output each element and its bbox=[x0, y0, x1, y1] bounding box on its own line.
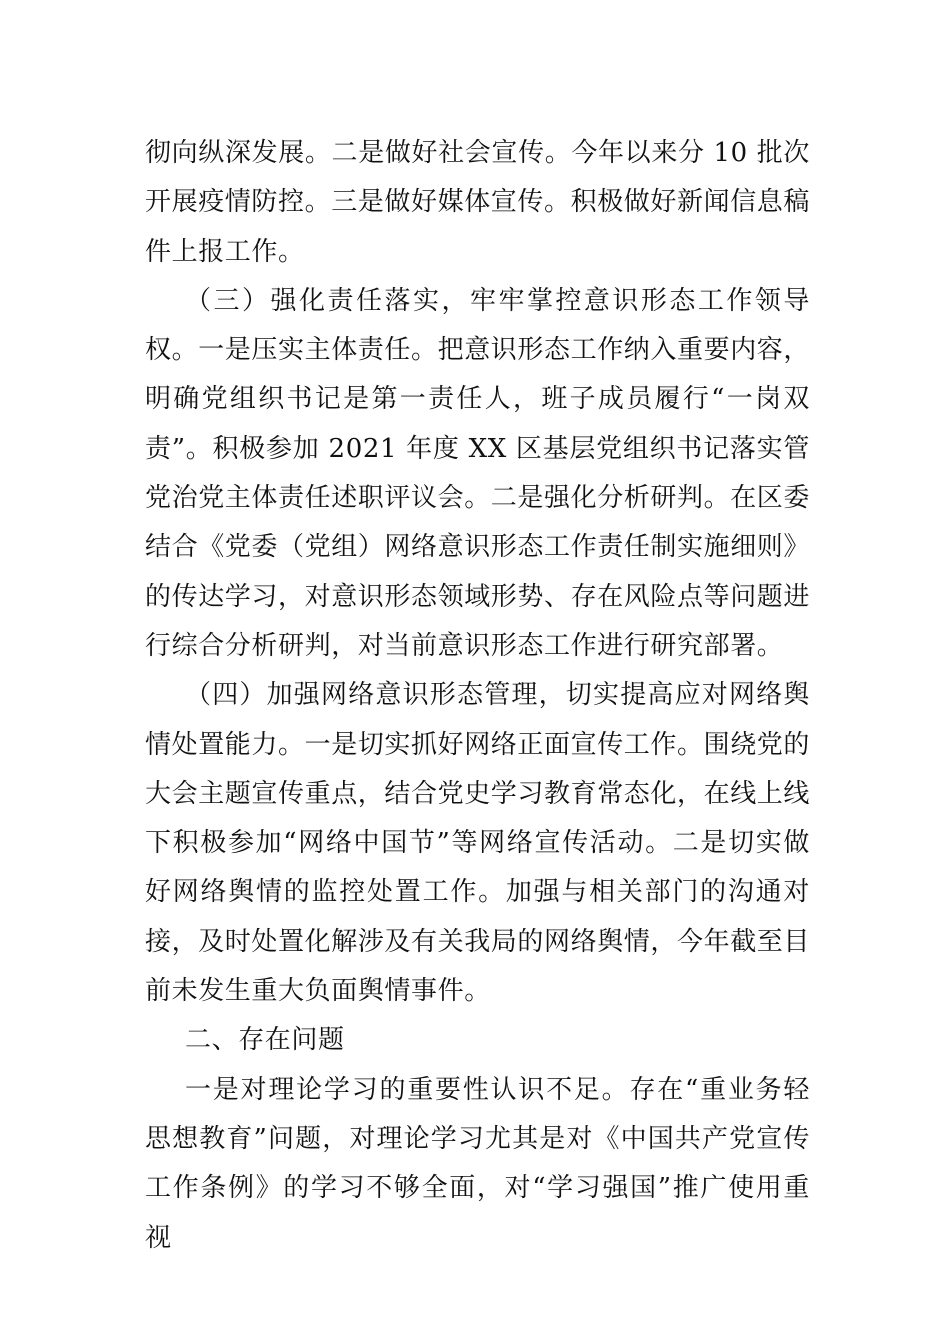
document-body bbox=[145, 129, 810, 1263]
paragraph-problem-one: 一是对理论学习的重要性认识不足。存在“重业务轻思想教育”问题，对理论学习尤其是对《中国共产党宣传工作条例》的学习不够全面，对“学习强国”推广使用重视 bbox=[145, 1074, 810, 1253]
paragraph-section-three: （三）强化责任落实，牢牢掌控意识形态工作领导权。一是压实主体责任。把意识形态工作纳入重要内容，明确党组织书记是第一责任人，班子成员履行“一岗双责”。积极参加 2021 年度 XX 区基层党组织书记落实管党治党主体责任述职评议会。二是强化分析研判。在区委结合《党委（党组）网络意识形态工作责任制实施细则》的传达学习，对意识形态领域形势、存在风险点等问题进行综合分析研判，对当前意识形态工作进行研究部署。 bbox=[145, 285, 811, 661]
paragraph-section-four: （四）加强网络意识形态管理，切实提高应对网络舆情处置能力。一是切实抓好网络正面宣传工作。围绕党的大会主题宣传重点，结合党史学习教育常态化，在线上线下积极参加“网络中国节”等网络宣传活动。二是切实做好网络舆情的监控处置工作。加强与相关部门的沟通对接，及时处置化解涉及有关我局的网络舆情，今年截至目前未发生重大负面舆情事件。 bbox=[145, 680, 811, 1007]
section-heading-problems: 二、存在问题 bbox=[185, 1025, 345, 1056]
paragraph-continuation: 彻向纵深发展。二是做好社会宣传。今年以来分 10 批次开展疫情防控。三是做好媒体宣传。积极做好新闻信息稿件上报工作。 bbox=[145, 138, 811, 267]
